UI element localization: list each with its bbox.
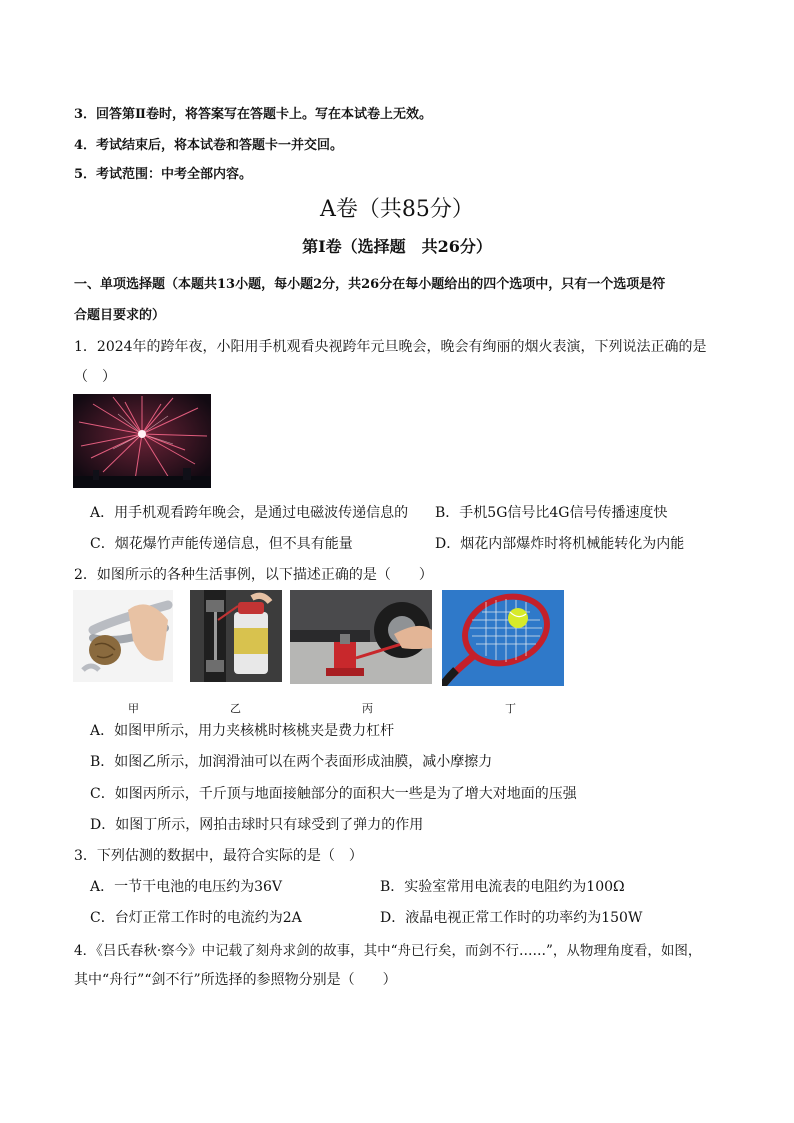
q4-stem-line2: 其中“舟行”“剑不行”所选择的参照物分别是（ ）	[74, 972, 397, 988]
q1-stem-line1: 1．2024年的跨年夜，小阳用手机观看央视跨年元旦晚会，晚会有绚丽的烟火表演，下列说法正确的是	[74, 339, 707, 355]
q1-option-a: A．用手机观看跨年晚会，是通过电磁波传递信息的	[90, 505, 409, 521]
tennis-racket-image	[442, 590, 564, 686]
instruction-5: 5．考试范围：中考全部内容。	[74, 167, 253, 182]
q2-option-c: C．如图丙所示，千斤顶与地面接触部分的面积大一些是为了增大对地面的压强	[90, 786, 577, 802]
q2-option-b: B．如图乙所示，加润滑油可以在两个表面形成油膜，减小摩擦力	[90, 754, 493, 770]
section-heading-line1: 一、单项选择题（本题共13小题，每小题2分，共26分在每小题给出的四个选项中，只有一个选项是符	[74, 277, 666, 292]
part1-title: 第Ⅰ卷（选择题 共26分）	[302, 237, 492, 256]
nutcracker-image	[73, 590, 173, 682]
caption-yi: 乙	[230, 702, 241, 715]
q1-option-b: B．手机5G信号比4G信号传播速度快	[435, 505, 668, 521]
lubricant-spray-image	[190, 590, 282, 682]
instruction-4: 4．考试结束后，将本试卷和答题卡一并交回。	[74, 138, 344, 153]
q2-option-a: A．如图甲所示，用力夹核桃时核桃夹是费力杠杆	[90, 723, 395, 739]
q3-option-a: A．一节干电池的电压约为36V	[90, 879, 283, 895]
section-a-title: A卷（共85分）	[320, 197, 474, 222]
q3-option-c: C．台灯正常工作时的电流约为2A	[90, 910, 302, 926]
q3-option-d: D．液晶电视正常工作时的功率约为150W	[380, 910, 643, 926]
instruction-3: 3．回答第Ⅱ卷时，将答案写在答题卡上。写在本试卷上无效。	[74, 107, 433, 122]
caption-jia: 甲	[128, 702, 139, 715]
q4-stem-line1: 4．《吕氏春秋·察今》中记载了刻舟求剑的故事，其中“舟已行矣，而剑不行……”，从物理角度看，如图，	[74, 943, 702, 959]
car-jack-image	[290, 590, 432, 684]
q3-stem: 3．下列估测的数据中，最符合实际的是（ ）	[74, 848, 363, 864]
q2-stem: 2．如图所示的各种生活事例，以下描述正确的是（ ）	[74, 567, 433, 583]
caption-bing: 丙	[362, 702, 373, 715]
q1-option-d: D．烟花内部爆炸时将机械能转化为内能	[435, 536, 685, 552]
q3-option-b: B．实验室常用电流表的电阻约为100Ω	[380, 879, 625, 895]
caption-ding: 丁	[505, 702, 516, 715]
q2-option-d: D．如图丁所示，网拍击球时只有球受到了弹力的作用	[90, 817, 424, 833]
q1-option-c: C．烟花爆竹声能传递信息，但不具有能量	[90, 536, 353, 552]
q1-stem-line2: （ ）	[74, 369, 116, 385]
section-heading-line2: 合题目要求的）	[74, 308, 166, 323]
fireworks-image	[73, 394, 211, 488]
